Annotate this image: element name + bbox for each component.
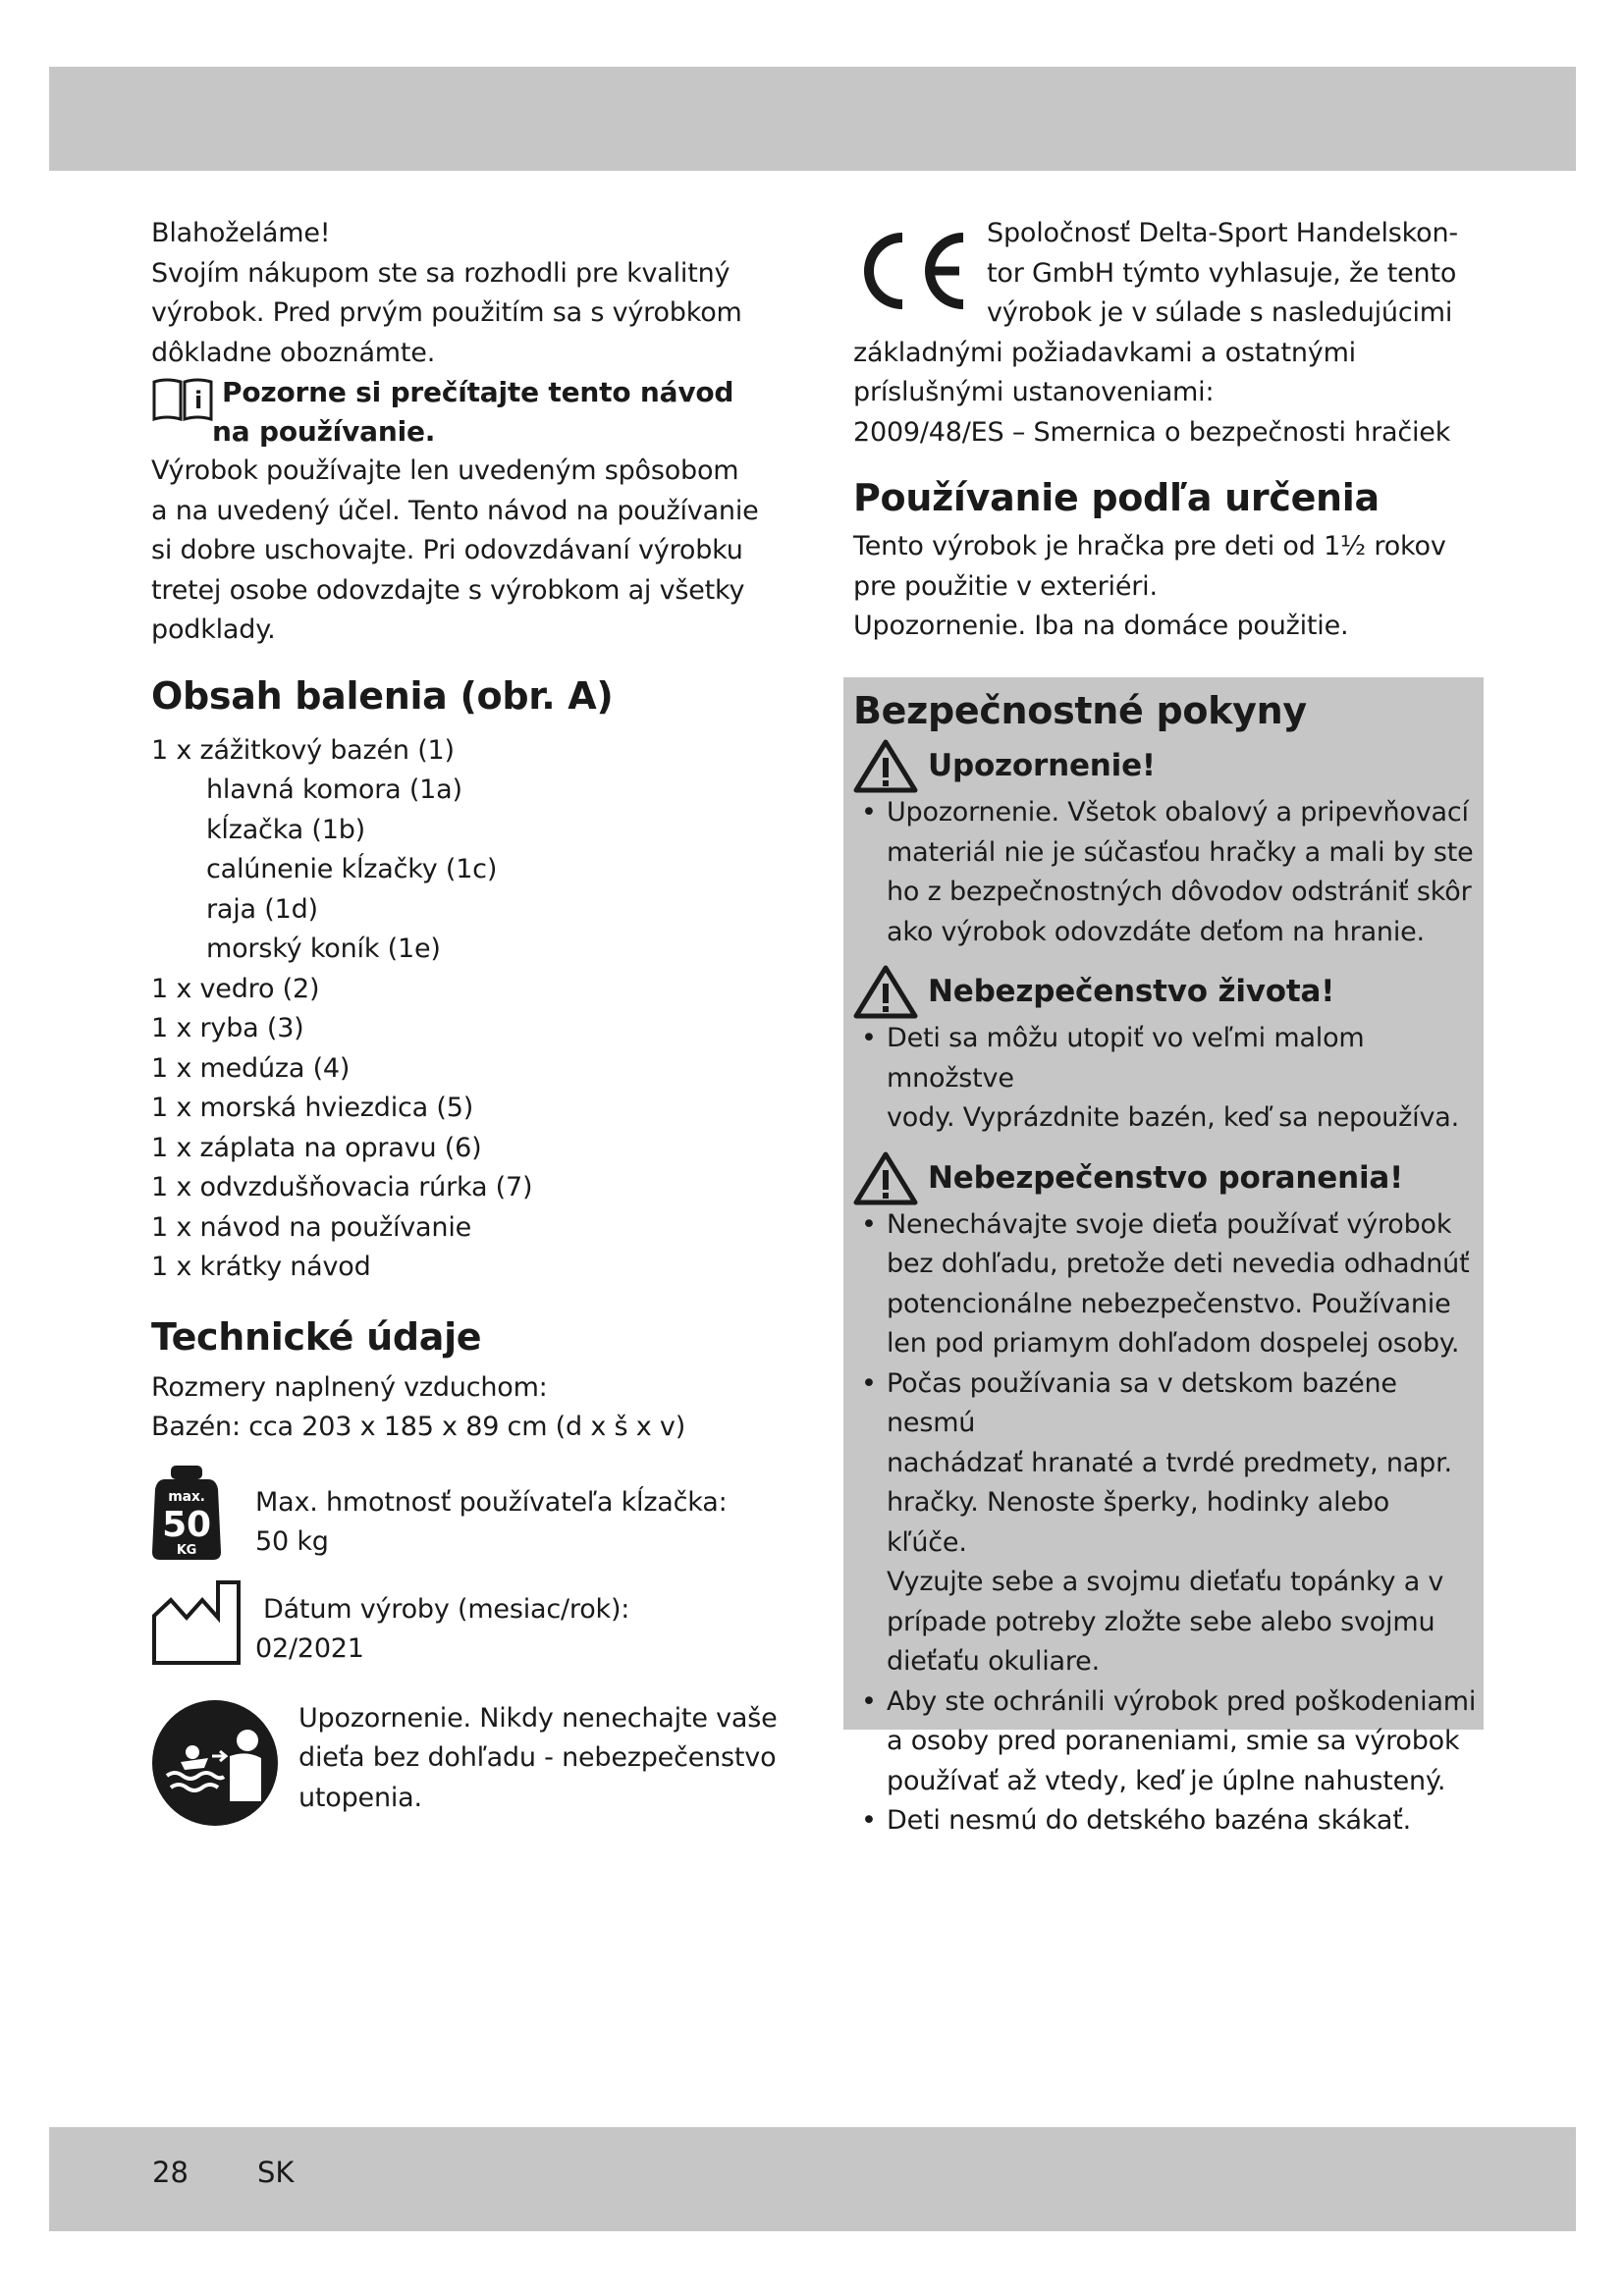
warning-heading	[853, 738, 1478, 793]
manufacture-date-icon	[151, 1578, 242, 1667]
keep-text-line: Výrobok používajte len uvedeným spôsobom	[151, 455, 739, 486]
bullet-line: bez dohľadu, pretože deti nevedia odhadnúť	[887, 1249, 1470, 1279]
usage-line: Tento výrobok je hračka pre deti od 1½ rokov	[853, 531, 1446, 561]
bullet-item	[853, 793, 1478, 952]
bullet-line: materiál nie je súčasťou hračky a mali by ste	[887, 836, 1474, 868]
bullet-line: prípade potreby zložte sebe alebo svojmu	[887, 1606, 1435, 1637]
intro-line: výrobok. Pred prvým použitím sa s výrobkom	[151, 297, 742, 328]
ce-mark-icon	[853, 226, 971, 314]
ce-line: Spoločnosť Delta-Sport Handelskon-	[987, 218, 1458, 248]
max-weight-row	[151, 1464, 780, 1563]
info-book-icon	[151, 376, 214, 423]
warning-title: Nebezpečenstvo poranenia!	[928, 1159, 1404, 1196]
supervision-line: utopenia.	[298, 1782, 422, 1813]
bullet-line: • Nenechávajte svoje dieťa používať výrobok	[887, 1208, 1452, 1240]
warning-title: Upozornenie!	[928, 748, 1156, 783]
tech-line: Bazén: cca 203 x 185 x 89 cm (d x š x v)	[151, 1412, 686, 1442]
date-line: 02/2021	[255, 1633, 364, 1664]
bullet-line: • Aby ste ochránili výrobok pred poškodeniami	[887, 1685, 1477, 1717]
list-item: 1 x návod na používanie	[151, 1211, 472, 1243]
contents-heading: Obsah balenia (obr. A)	[151, 673, 614, 718]
keep-text-line: a na uvedený účel. Tento návod na používanie	[151, 495, 759, 526]
intro-line: Blahoželáme!	[151, 218, 331, 248]
bullet-line: • Počas používania sa v detskom bazéne nesmú	[887, 1367, 1397, 1438]
list-item: 1 x odvzdušňovacia rúrka (7)	[151, 1172, 533, 1202]
supervision-text	[298, 1699, 778, 1819]
notice-line: Pozorne si prečítajte tento návod	[222, 376, 734, 408]
right-column	[853, 214, 1482, 647]
list-item: 1 x vedro (2)	[151, 973, 320, 1004]
ce-line: príslušnými ustanoveniami:	[853, 377, 1215, 407]
list-item: kĺzačka (1b)	[206, 814, 365, 845]
list-item: raja (1d)	[206, 893, 318, 925]
bullet-line: • Deti nesmú do detského bazéna skákať.	[887, 1805, 1411, 1836]
date-line: Dátum výroby (mesiac/rok):	[263, 1593, 630, 1625]
warning-bullets	[853, 1205, 1478, 1842]
warning-heading	[853, 964, 1478, 1019]
weight-50kg-icon	[151, 1464, 222, 1562]
bullet-item	[853, 1801, 1478, 1842]
bullet-item	[853, 1364, 1478, 1682]
bullet-line: vody. Vyprázdnite bazén, keď sa nepoužíva.	[887, 1102, 1459, 1133]
weight-icon-unit: KG	[176, 1542, 197, 1558]
header-band	[49, 67, 1576, 171]
manufacture-date-row	[151, 1578, 780, 1670]
bullet-item	[853, 1682, 1478, 1802]
list-item: 1 x ryba (3)	[151, 1013, 304, 1043]
list-item: 1 x morská hviezdica (5)	[151, 1093, 474, 1123]
supervision-line: Upozornenie. Nikdy nenechajte vaše	[298, 1702, 778, 1734]
warning-bullets	[853, 1019, 1478, 1139]
ce-line: tor GmbH týmto vyhlasuje, že tento	[987, 257, 1457, 289]
warning-triangle-icon	[853, 1150, 918, 1205]
weight-icon-number: 50	[162, 1504, 211, 1545]
warning-bullets	[853, 793, 1478, 952]
warning-triangle-icon	[853, 738, 918, 793]
weight-line: 50 kg	[255, 1526, 329, 1557]
ce-line: 2009/48/ES – Smernica o bezpečnosti hračiek	[853, 416, 1451, 448]
supervision-row	[151, 1699, 780, 1827]
list-item: 1 x krátky návod	[151, 1252, 371, 1282]
supervise-child-icon	[151, 1699, 279, 1827]
ce-declaration	[853, 214, 1482, 453]
warning-heading	[853, 1150, 1478, 1205]
list-item: morský koník (1e)	[206, 934, 441, 964]
weight-line: Max. hmotnosť používateľa kĺzačka:	[255, 1486, 728, 1518]
bullet-line: • Deti sa môžu utopiť vo veľmi malom množstve	[887, 1023, 1365, 1094]
list-item: 1 x medúza (4)	[151, 1052, 351, 1084]
safety-content	[853, 677, 1478, 1842]
svg-text:i: i	[193, 387, 203, 414]
usage-line: pre použitie v exteriéri.	[853, 570, 1158, 602]
list-item: 1 x zážitkový bazén (1)	[151, 734, 455, 766]
bullet-line: Vyzujte sebe a svojmu dieťaťu topánky a v	[887, 1567, 1444, 1597]
warning-title: Nebezpečenstvo života!	[928, 974, 1335, 1009]
keep-text-line: tretej osobe odovzdajte s výrobkom aj všetky	[151, 574, 745, 606]
safety-heading: Bezpečnostné pokyny	[853, 689, 1307, 732]
safety-box	[843, 677, 1484, 1836]
bullet-line: ho z bezpečnostných dôvodov odstrániť skôr	[887, 877, 1472, 907]
list-item: hlavná komora (1a)	[206, 774, 462, 805]
left-column	[151, 214, 780, 1827]
keep-text-line: si dobre uschovajte. Pri odovzdávaní výrobku	[151, 535, 743, 565]
supervision-line: dieťa bez dohľadu - nebezpečenstvo	[298, 1742, 777, 1773]
tech-line: Rozmery naplnený vzduchom:	[151, 1371, 548, 1403]
usage-line: Upozornenie. Iba na domáce použitie.	[853, 611, 1349, 641]
read-manual-notice	[151, 373, 780, 452]
bullet-line: ako výrobok odovzdáte deťom na hranie.	[887, 916, 1425, 947]
intro-line: Svojím nákupom ste sa rozhodli pre kvalitný	[151, 257, 731, 289]
bullet-line: a osoby pred poraneniami, smie sa výrobok	[887, 1726, 1460, 1756]
ce-line: základnými požiadavkami a ostatnými	[853, 337, 1356, 368]
bullet-line: hračky. Nenoste šperky, hodinky alebo kľúče.	[887, 1487, 1390, 1558]
weight-icon-top: max.	[168, 1488, 205, 1505]
bullet-line: potencionálne nebezpečenstvo. Používanie	[887, 1288, 1451, 1319]
contents-list	[151, 731, 780, 1288]
bullet-line: len pod priamym dohľadom dospelej osoby.	[887, 1328, 1460, 1359]
warning-triangle-icon	[853, 964, 918, 1019]
ce-line: výrobok je v súlade s nasledujúcimi	[987, 297, 1453, 328]
bullet-item	[853, 1205, 1478, 1364]
intro-line: dôkladne oboznámte.	[151, 337, 436, 368]
bullet-line: používať až vtedy, keď je úplne nahustený.	[887, 1765, 1446, 1796]
bullet-line: • Upozornenie. Všetok obalový a pripevňovací	[887, 797, 1469, 828]
bullet-line: nachádzať hranaté a tvrdé predmety, napr.	[887, 1447, 1452, 1478]
date-text	[255, 1590, 629, 1670]
language-code: SK	[257, 2156, 295, 2189]
bullet-line: dieťaťu okuliare.	[887, 1646, 1100, 1677]
list-item: calúnenie kĺzačky (1c)	[206, 854, 498, 884]
usage-heading: Používanie podľa určenia	[853, 476, 1380, 519]
tech-heading: Technické údaje	[151, 1314, 482, 1359]
page-number: 28	[152, 2156, 189, 2189]
weight-text	[255, 1483, 728, 1563]
list-item: 1 x záplata na opravu (6)	[151, 1132, 482, 1163]
keep-text-line: podklady.	[151, 614, 276, 645]
notice-line: na používanie.	[212, 415, 436, 448]
bullet-item	[853, 1019, 1478, 1139]
